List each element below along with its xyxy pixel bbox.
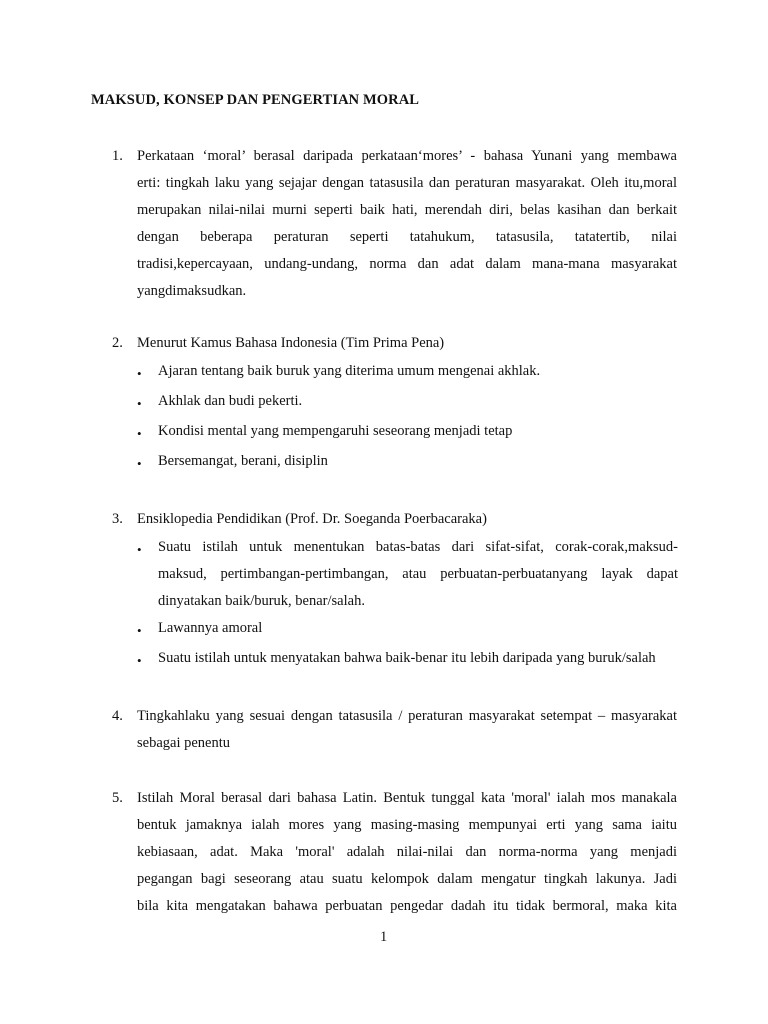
text-line: bila kita mengatakan bahawa perbuatan pengedar dadah itu tidak bermoral, maka kita xyxy=(137,898,677,914)
text-line: merupakan nilai-nilai murni seperti baik hati, merendah diri, belas kasihan dan berkait xyxy=(137,202,677,218)
text-line: Kondisi mental yang mempengaruhi seseorang menjadi tetap xyxy=(158,423,513,439)
text-line: Suatu istilah untuk menyatakan bahwa baik-benar itu lebih daripada yang buruk/salah xyxy=(158,650,656,666)
bullet-text xyxy=(158,534,678,615)
item-2-heading xyxy=(137,330,677,357)
item-number: 1. xyxy=(112,148,123,164)
bullet-text xyxy=(158,388,678,415)
text-line: Ajaran tentang baik buruk yang diterima umum mengenai akhlak. xyxy=(158,363,541,379)
text-line: tradisi,kepercayaan, undang-undang, norma dan adat dalam mana-mana masyarakat xyxy=(137,256,677,272)
item-number: 2. xyxy=(112,335,123,351)
bullet-icon: • xyxy=(137,366,142,381)
item-5-paragraph xyxy=(137,785,677,920)
item-3-heading xyxy=(137,506,677,533)
text-line: pegangan bagi seseorang atau suatu kelompok dalam mengatur tingkah lakunya. Jadi xyxy=(137,871,677,887)
text-line: Tingkahlaku yang sesuai dengan tatasusila / peraturan masyarakat setempat – masyarakat xyxy=(137,708,677,724)
text-line: dengan beberapa peraturan seperti tatahukum, tatasusila, tatatertib, nilai xyxy=(137,229,677,245)
text-line: Istilah Moral berasal dari bahasa Latin. Bentuk tunggal kata 'moral' ialah mos manakala xyxy=(137,790,677,806)
text-line: Suatu istilah untuk menentukan batas-batas dari sifat-sifat, corak-corak,maksud- xyxy=(158,539,678,555)
bullet-text xyxy=(158,448,678,475)
bullet-text xyxy=(158,615,678,642)
page-title: MAKSUD, KONSEP DAN PENGERTIAN MORAL xyxy=(91,92,420,108)
item-heading: Ensiklopedia Pendidikan (Prof. Dr. Soeganda Poerbacaraka) xyxy=(137,511,487,527)
text-line: Lawannya amoral xyxy=(158,620,263,636)
bullet-icon: • xyxy=(137,426,142,441)
bullet-text xyxy=(158,645,678,672)
text-line: kebiasaan, adat. Maka 'moral' adalah nilai-nilai dan norma-norma yang menjadi xyxy=(137,844,677,860)
item-number: 4. xyxy=(112,708,123,724)
text-line: Perkataan ‘moral’ berasal daripada perkataan‘mores’ - bahasa Yunani yang membawa xyxy=(137,148,677,164)
text-line: yangdimaksudkan. xyxy=(137,283,247,299)
text-line: dinyatakan baik/buruk, benar/salah. xyxy=(158,593,365,609)
item-number: 3. xyxy=(112,511,123,527)
text-line: maksud, pertimbangan-pertimbangan, atau perbuatan-perbuatanyang layak dapat xyxy=(158,566,678,582)
item-number: 5. xyxy=(112,790,123,806)
bullet-icon: • xyxy=(137,623,142,638)
text-line: erti: tingkah laku yang sejajar dengan tatasusila dan peraturan masyarakat. Oleh itu,moral xyxy=(137,175,677,191)
bullet-text xyxy=(158,418,678,445)
text-line: sebagai penentu xyxy=(137,735,231,751)
bullet-icon: • xyxy=(137,396,142,411)
bullet-icon: • xyxy=(137,653,142,668)
text-line: Akhlak dan budi pekerti. xyxy=(158,393,303,409)
item-heading: Menurut Kamus Bahasa Indonesia (Tim Prima Pena) xyxy=(137,335,445,351)
bullet-icon: • xyxy=(137,542,142,557)
bullet-text xyxy=(158,358,678,385)
text-line: Bersemangat, berani, disiplin xyxy=(158,453,328,469)
item-1-paragraph xyxy=(137,143,677,305)
text-line: bentuk jamaknya ialah mores yang masing-masing mempunyai erti yang sama iaitu xyxy=(137,817,677,833)
bullet-icon: • xyxy=(137,456,142,471)
page-number: 1 xyxy=(380,929,388,945)
item-4-paragraph xyxy=(137,703,677,757)
